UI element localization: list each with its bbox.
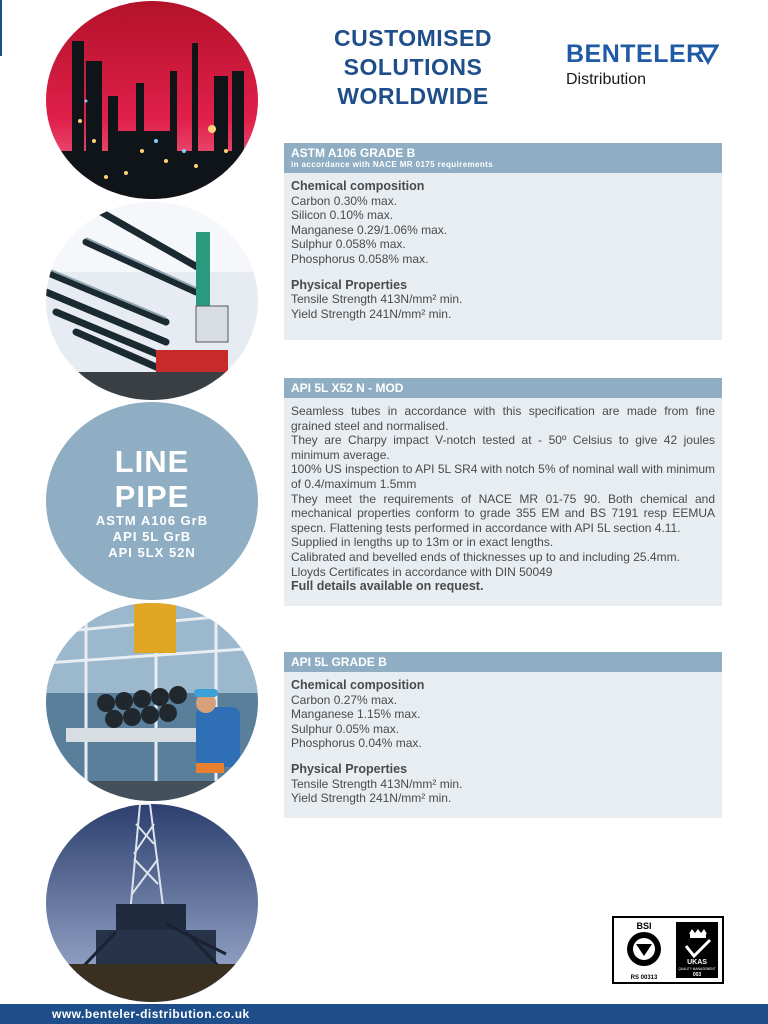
benteler-logo [566, 40, 726, 89]
website-link[interactable]: www.benteler-distribution.co.uk [52, 1007, 250, 1021]
panel-header [284, 378, 722, 398]
line-pipe-title-line2: PIPE [114, 479, 190, 514]
headline-line2: SOLUTIONS [343, 54, 483, 80]
worker-image [46, 603, 258, 801]
phys-line: Yield Strength 241N/mm² min. [291, 791, 452, 806]
footer-bar [0, 1004, 768, 1024]
chem-line: Phosphorus 0.04% max. [291, 736, 422, 751]
ukas-label: UKAS [687, 959, 707, 966]
brand-triangle-icon [697, 43, 719, 65]
chem-line: Carbon 0.27% max. [291, 692, 398, 707]
details-note: Full details available on request. [291, 579, 484, 594]
brand-sub: Distribution [566, 71, 647, 88]
panel-body [284, 672, 722, 814]
ukas-sub: QUALITY MANAGEMENT [678, 967, 716, 971]
headline [300, 24, 526, 111]
panel-title: ASTM A106 GRADE B [291, 146, 416, 160]
spec-paragraph: 100% US inspection to API 5L SR4 with notch 5% of nominal wall with minimum of 0.4/maximum 1.5mm [291, 462, 715, 491]
line-pipe-title-line1: LINE [114, 444, 190, 479]
line-pipe-grade-1: ASTM A106 GrB [95, 513, 209, 528]
spec-paragraph: They are Charpy impact V-notch tested at - 50º Celsius to give 42 joules minimum average. [291, 433, 715, 462]
panel-header [284, 143, 722, 173]
spec-paragraph: Supplied in lengths up to 13m or in exact lengths. [291, 535, 554, 550]
panel-title: API 5L GRADE B [291, 655, 387, 669]
brand-name: BENTELER [566, 40, 705, 68]
phys-line: Tensile Strength 413N/mm² min. [291, 776, 463, 791]
chemical-heading: Chemical composition [291, 179, 425, 193]
left-edge-accent [0, 0, 2, 56]
chemical-heading: Chemical composition [291, 678, 425, 692]
headline-line3: WORLDWIDE [337, 83, 489, 109]
chem-line: Sulphur 0.05% max. [291, 721, 400, 736]
panel-body [284, 398, 722, 602]
ukas-number: 003 [692, 972, 702, 978]
panel-title: API 5L X52 N - MOD [291, 381, 404, 395]
physical-heading: Physical Properties [291, 277, 408, 292]
pipe-rack-image [46, 202, 258, 400]
panel-header [284, 652, 722, 672]
spec-paragraph: Calibrated and bevelled ends of thicknesses up to and including 25.4mm. [291, 549, 680, 564]
spec-paragraph: Lloyds Certificates in accordance with DIN 50049 [291, 564, 553, 579]
astm-a106-panel [284, 143, 722, 340]
panel-body [284, 173, 722, 329]
chem-line: Sulphur 0.058% max. [291, 237, 406, 252]
line-pipe-grade-2: API 5L GrB [112, 529, 192, 544]
certification-badge [612, 916, 724, 984]
chem-line: Phosphorus 0.058% max. [291, 251, 429, 266]
line-pipe-circle [46, 402, 258, 600]
phys-line: Yield Strength 241N/mm² min. [291, 306, 452, 321]
api-5l-grade-b-panel [284, 652, 722, 818]
spec-paragraph: They meet the requirements of NACE MR 01-75 90. Both chemical and mechanical properties conform to grade 355 EM and BS 7191 resp EEMUA specn. Flattening tests performed in accordance with API 5L section 4.11. [291, 491, 715, 535]
panel-subtitle: in accordance with NACE MR 0175 requirements [291, 160, 494, 169]
bsi-number: RS 00313 [630, 975, 658, 981]
refinery-image [46, 1, 258, 199]
line-pipe-grade-3: API 5LX 52N [108, 545, 196, 560]
chem-line: Carbon 0.30% max. [291, 193, 398, 208]
chem-line: Manganese 1.15% max. [291, 707, 421, 722]
phys-line: Tensile Strength 413N/mm² min. [291, 292, 463, 307]
api-5l-x52-panel [284, 378, 722, 606]
physical-heading: Physical Properties [291, 761, 408, 776]
spec-paragraph: Seamless tubes in accordance with this specification are made from fine grained steel and normalised. [291, 404, 715, 433]
bsi-label: BSI [636, 921, 652, 931]
chem-line: Manganese 0.29/1.06% max. [291, 222, 448, 237]
drilling-rig-image [46, 804, 258, 1002]
chem-line: Silicon 0.10% max. [291, 208, 394, 223]
headline-line1: CUSTOMISED [334, 25, 492, 51]
